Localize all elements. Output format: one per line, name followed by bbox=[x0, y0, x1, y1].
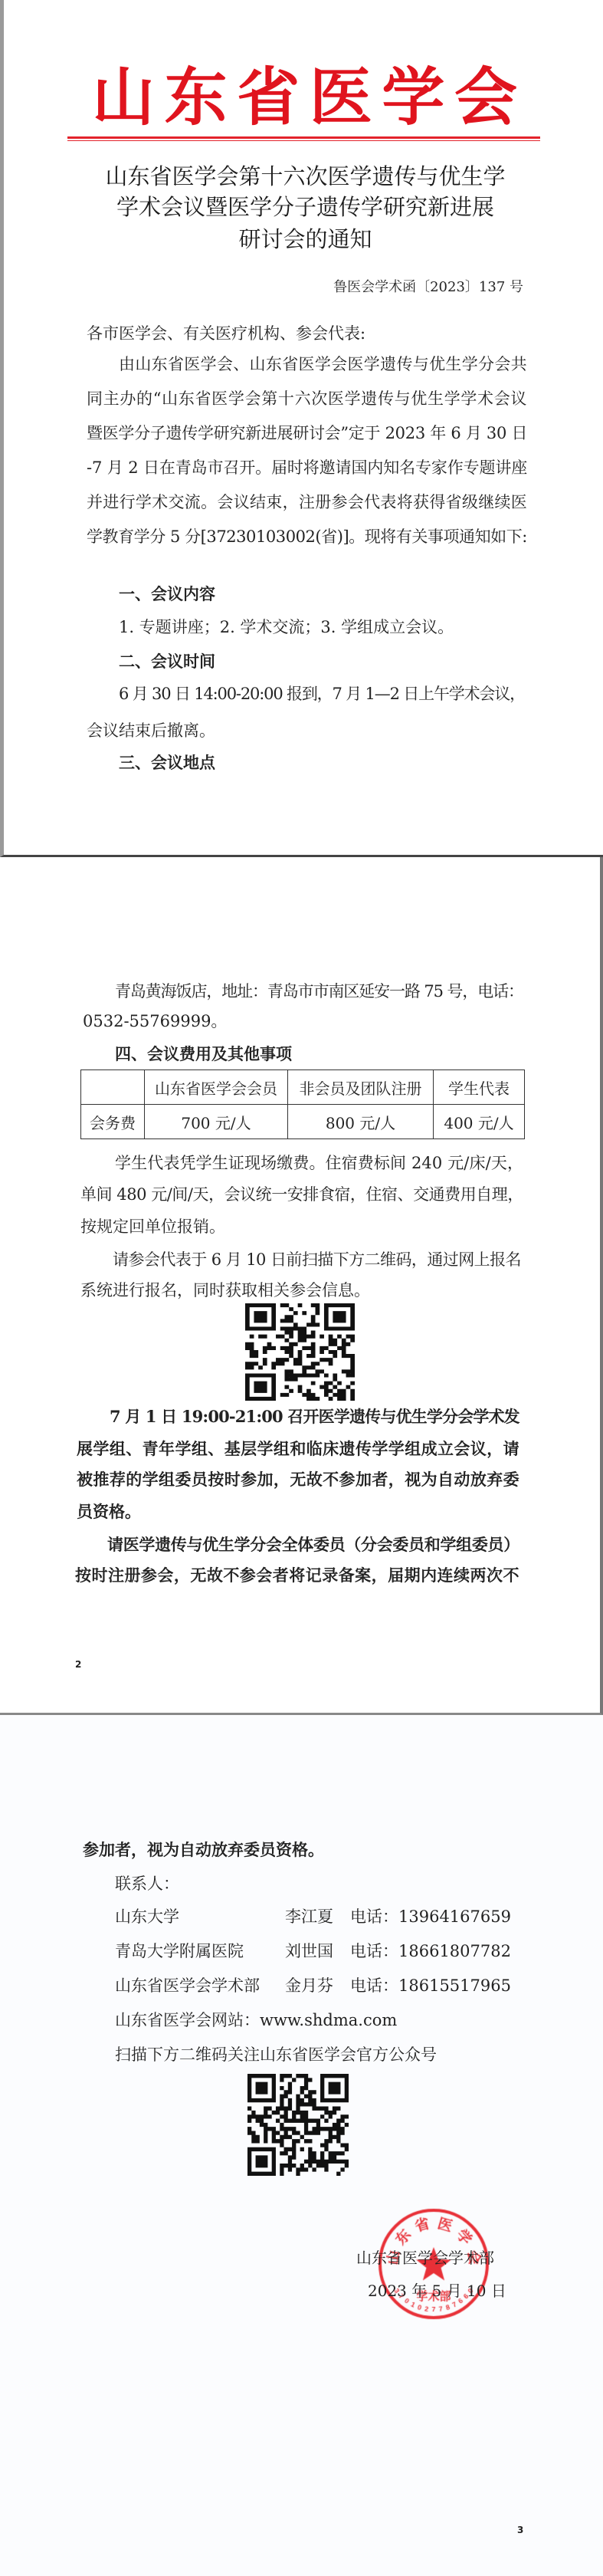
venue-phone: 0532-55769999。 bbox=[83, 1012, 228, 1030]
intro-line: 同主办的“山东省医学会第十六次医学遗传与优生学学术会议 bbox=[87, 389, 528, 408]
masthead-divider-thin bbox=[67, 140, 540, 141]
members-line: 请医学遗传与优生学分会全体委员（分会委员和学组委员） bbox=[107, 1535, 519, 1554]
table-cell: 会务费 bbox=[81, 1105, 145, 1139]
page-1 bbox=[0, 0, 603, 857]
section-heading-content: 一、会议内容 bbox=[119, 585, 215, 603]
masthead-divider bbox=[67, 136, 540, 139]
title-line-1: 山东省医学会第十六次医学遗传与优生学 bbox=[105, 163, 506, 189]
section-heading-venue: 三、会议地点 bbox=[119, 754, 215, 772]
table-cell: 400 元/人 bbox=[434, 1105, 525, 1139]
register-line: 请参会代表于 6 月 10 日前扫描下方二维码，通过网上报名 bbox=[113, 1250, 521, 1269]
table-header-row bbox=[81, 1070, 525, 1105]
fee-note: 按规定回单位报销。 bbox=[80, 1217, 225, 1236]
qr-modules bbox=[247, 2074, 349, 2176]
contact-org: 山东大学 bbox=[115, 1907, 179, 1926]
time-line: 6 月 30 日 14:00-20:00 报到，7 月 1—2 日上午学术会议， bbox=[119, 685, 525, 703]
contact-name: 李江夏 bbox=[285, 1907, 333, 1926]
page-number: 3 bbox=[517, 2525, 524, 2535]
title-line-3: 研讨会的通知 bbox=[238, 226, 372, 252]
wechat-prompt: 扫描下方二维码关注山东省医学会官方公众号 bbox=[115, 2045, 437, 2064]
section-heading-time: 二、会议时间 bbox=[119, 652, 215, 671]
contact-phone: 电话：13964167659 bbox=[350, 1907, 511, 1926]
table-cell: 700 元/人 bbox=[145, 1105, 288, 1139]
contact-phone: 电话：18615517965 bbox=[350, 1976, 511, 1995]
content-list: 1. 专题讲座；2. 学术交流；3. 学组成立会议。 bbox=[119, 618, 454, 636]
intro-line: 学教育学分 5 分[37230103002(省)]。现将有关事项通知如下: bbox=[87, 527, 527, 546]
group-meeting-line: 被推荐的学组委员按时参加，无故不参加者，视为自动放弃委 bbox=[77, 1470, 520, 1489]
intro-line: 并进行学术交流。会议结束，注册参会代表将获得省级继续医 bbox=[87, 493, 528, 511]
intro-line: 暨医学分子遗传学研究新进展研讨会”定于 2023 年 6 月 30 日 bbox=[87, 424, 528, 442]
intro-line: -7 月 2 日在青岛市召开。届时将邀请国内知名专家作专题讲座 bbox=[87, 458, 528, 477]
page-number: 2 bbox=[75, 1659, 82, 1670]
table-header-cell: 非会员及团队注册 bbox=[288, 1070, 434, 1105]
salutation: 各市医学会、有关医疗机构、参会代表: bbox=[87, 324, 366, 343]
contacts-label: 联系人： bbox=[115, 1875, 179, 1893]
fee-table bbox=[80, 1070, 525, 1139]
members-line: 按时注册参会，无故不参会者将记录备案，届期内连续两次不 bbox=[75, 1566, 519, 1585]
contact-name: 金月芬 bbox=[285, 1976, 333, 1995]
table-header-cell bbox=[81, 1070, 145, 1105]
table-header-cell: 山东省医学会会员 bbox=[145, 1070, 288, 1105]
signature-date: 2023 年 5 月 10 日 bbox=[368, 2282, 506, 2300]
time-line: 会议结束后撤离。 bbox=[87, 721, 215, 740]
qr-modules bbox=[245, 1303, 355, 1401]
signature-org: 山东省医学会学术部 bbox=[356, 2249, 494, 2267]
contact-org: 山东省医学会学术部 bbox=[115, 1976, 260, 1995]
contact-name: 刘世国 bbox=[285, 1942, 333, 1960]
website-link[interactable]: 山东省医学会网站：www.shdma.com bbox=[115, 2011, 398, 2029]
masthead: 山东省医学会 bbox=[92, 61, 517, 134]
section-heading-fees: 四、会议费用及其他事项 bbox=[115, 1045, 292, 1063]
document-number: 鲁医会学术函〔2023〕137 号 bbox=[333, 279, 523, 295]
group-meeting-line: 员资格。 bbox=[77, 1502, 141, 1521]
contact-phone: 电话：18661807782 bbox=[350, 1942, 511, 1960]
intro-line: 由山东省医学会、山东省医学会医学遗传与优生学分会共 bbox=[119, 355, 527, 373]
contact-org: 青岛大学附属医院 bbox=[115, 1942, 244, 1960]
title-line-2: 学术会议暨医学分子遗传学研究新进展 bbox=[116, 194, 494, 220]
members-line: 参加者，视为自动放弃委员资格。 bbox=[83, 1840, 324, 1859]
fee-note: 单间 480 元/间/天，会议统一安排食宿，住宿、交通费用自理， bbox=[80, 1185, 523, 1204]
venue-address: 青岛黄海饭店，地址：青岛市市南区延安一路 75 号，电话： bbox=[115, 982, 523, 1001]
fee-note: 学生代表凭学生证现场缴费。住宿费标间 240 元/床/天， bbox=[115, 1154, 524, 1172]
group-meeting-line: 展学组、青年学组、基层学组和临床遗传学学组成立会议，请 bbox=[77, 1439, 520, 1458]
registration-qr-code[interactable] bbox=[245, 1303, 355, 1401]
register-line: 系统进行报名，同时获取相关参会信息。 bbox=[80, 1281, 370, 1300]
table-cell: 800 元/人 bbox=[288, 1105, 434, 1139]
group-meeting-line: 7 月 1 日 19:00-21:00 召开医学遗传与优生学分会学术发 bbox=[110, 1407, 519, 1426]
wechat-qr-code[interactable] bbox=[247, 2074, 349, 2176]
table-row bbox=[81, 1105, 525, 1139]
table-header-cell: 学生代表 bbox=[434, 1070, 525, 1105]
